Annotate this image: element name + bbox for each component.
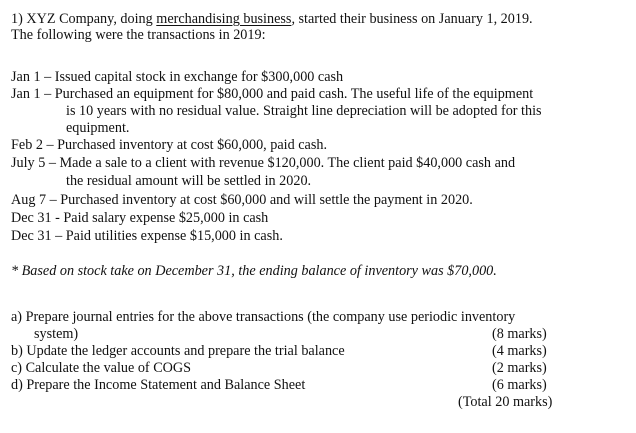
question-d-marks: (6 marks) bbox=[492, 377, 547, 393]
question-b: b) Update the ledger accounts and prepare the trial balance bbox=[11, 343, 345, 359]
inventory-note: * Based on stock take on December 31, the ending balance of inventory was $70,000. bbox=[11, 263, 497, 279]
question-a: a) Prepare journal entries for the above transactions (the company use periodic inventory bbox=[11, 309, 516, 325]
intro-text-end: , started their business on January 1, 2019. bbox=[291, 11, 533, 27]
transaction-jan1-equipment-cont1: is 10 years with no residual value. Straight line depreciation will be adopted for this bbox=[66, 103, 542, 119]
total-marks: (Total 20 marks) bbox=[458, 394, 553, 410]
question-a-marks: (8 marks) bbox=[492, 326, 547, 342]
transaction-dec31-salary: Dec 31 - Paid salary expense $25,000 in cash bbox=[11, 210, 269, 226]
merchandising-business-underlined: merchandising business bbox=[156, 11, 292, 27]
transaction-jan1-capital: Jan 1 – Issued capital stock in exchange for $300,000 cash bbox=[11, 69, 344, 85]
question-c-marks: (2 marks) bbox=[492, 360, 547, 376]
question-a-cont: system) bbox=[34, 326, 79, 342]
transaction-july5: July 5 – Made a sale to a client with revenue $120,000. The client paid $40,000 cash and bbox=[11, 155, 516, 171]
transaction-feb2: Feb 2 – Purchased inventory at cost $60,000, paid cash. bbox=[11, 137, 328, 153]
intro-line-2: The following were the transactions in 2019: bbox=[11, 27, 266, 43]
transaction-dec31-utilities: Dec 31 – Paid utilities expense $15,000 in cash. bbox=[11, 228, 283, 244]
intro-text-start: 1) XYZ Company, doing bbox=[11, 11, 157, 27]
transaction-aug7: Aug 7 – Purchased inventory at cost $60,000 and will settle the payment in 2020. bbox=[11, 192, 473, 208]
question-b-marks: (4 marks) bbox=[492, 343, 547, 359]
transaction-jan1-equipment: Jan 1 – Purchased an equipment for $80,000 and paid cash. The useful life of the equipment bbox=[11, 86, 534, 102]
question-c: c) Calculate the value of COGS bbox=[11, 360, 192, 376]
transaction-jan1-equipment-cont2: equipment. bbox=[66, 120, 130, 136]
intro-line-1 bbox=[11, 11, 533, 27]
transaction-july5-cont: the residual amount will be settled in 2020. bbox=[66, 173, 312, 189]
question-d: d) Prepare the Income Statement and Balance Sheet bbox=[11, 377, 306, 393]
